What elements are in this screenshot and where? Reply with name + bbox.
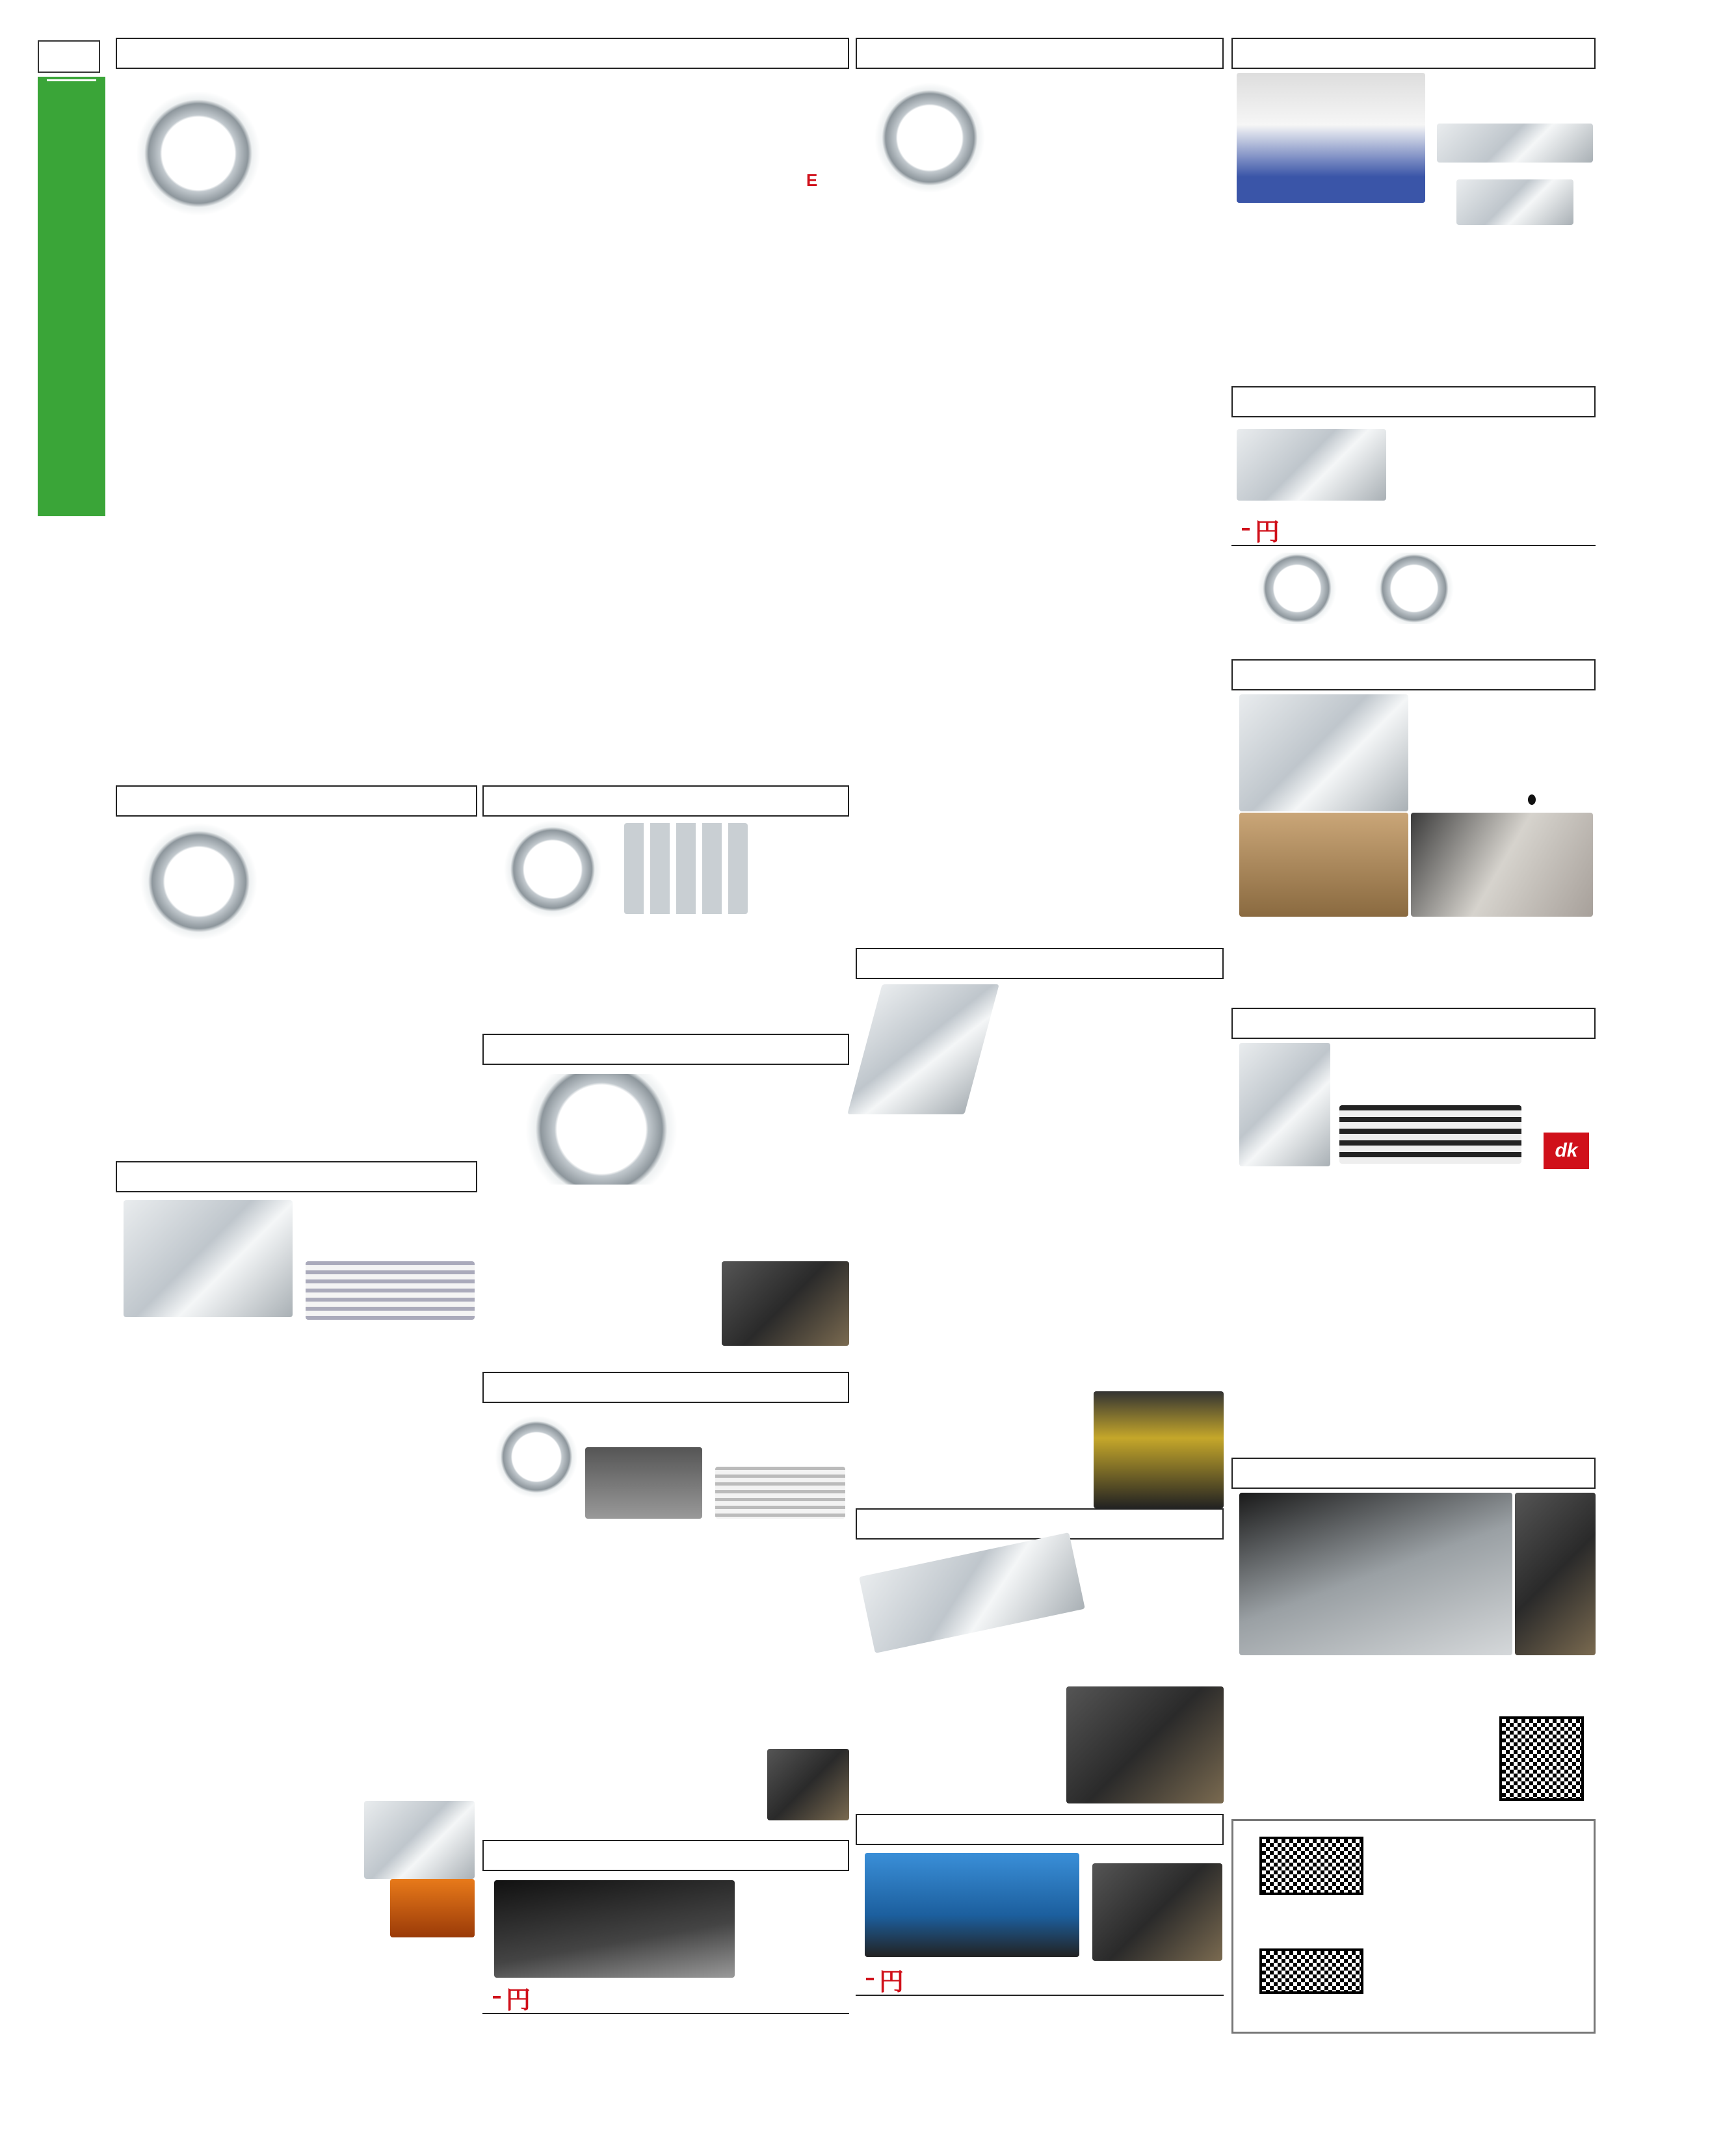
coated-band-photo [1239,1043,1330,1166]
hose-photo [722,1261,849,1346]
band-roll-photo [1239,694,1408,811]
set-image-2 [1359,553,1469,624]
qr-code[interactable] [1499,1716,1584,1801]
band-tool-photo [865,1853,1079,1957]
section-title [856,38,1224,69]
pipe-photo [1094,1391,1224,1508]
section-title [1231,38,1596,69]
section-screw-unit [1231,386,1596,417]
multilok-band-photo [124,1200,293,1317]
punch-tool-2-photo [1239,1493,1512,1655]
qr-sample-2[interactable] [1259,1948,1363,1994]
section-punch-tool-2 [1231,1458,1596,1489]
band-tool-price-bar: 円 [856,1963,1224,1996]
section-jizai-set-1 [116,785,477,817]
joint-fitting-photo [1456,179,1573,225]
punch-tool-1-use-photo [1066,1686,1224,1803]
page-number-box [38,40,100,73]
bundled-pipe-photo [390,1879,475,1937]
balllok-detail-photo [585,1447,702,1519]
fittings-photo [624,823,748,914]
section-punch-tool-1 [856,1508,1224,1540]
set-image-1 [1242,553,1352,624]
section-balllok-tool [482,1840,849,1871]
section-title [116,785,477,817]
section-tbolt [116,38,849,69]
balllok-bundle-photo [715,1467,845,1519]
section-title [482,1372,849,1403]
band-box-photo [1237,73,1425,203]
balllok-photo [488,1408,585,1506]
punch-tool-2-use-photo [1515,1493,1596,1655]
punch-clamp-photo [847,984,999,1114]
section-title [482,785,849,817]
screw-unit-price-bar: 円 [1231,514,1596,546]
section-title [856,1508,1224,1540]
section-title [482,1034,849,1065]
essentra-logo: E [806,170,818,190]
price-label [1242,528,1250,531]
double-clamp-photo [488,1074,715,1185]
section-coated-band [1231,1008,1596,1039]
qr-sample-box [1231,1819,1596,2034]
section-title [856,1814,1224,1845]
price-label [493,1996,501,1999]
price-label [866,1978,874,1980]
clamp-set-2-photo [488,820,618,918]
section-jizai-set-2 [482,785,849,817]
oetiker-logo [1528,794,1536,805]
section-multilok [116,1161,477,1192]
multilok-detail-photo [364,1801,475,1879]
punch-tool-1-photo [859,1532,1085,1653]
section-title [856,948,1224,979]
section-title [116,1161,477,1192]
qr-sample-1[interactable] [1259,1837,1363,1895]
section-jizai-band-1 [1231,38,1596,69]
section-title [482,1840,849,1871]
section-title [1231,659,1596,690]
band-tool-use-photo [1092,1863,1222,1961]
tbolt-clamp-photo [130,75,267,231]
balllok-tool-price-bar: 円 [482,1982,849,2014]
band-box-photo-2 [1239,813,1408,917]
band-strip-photo [1437,124,1593,163]
coated-bands-photo [1339,1105,1521,1164]
section-title [116,38,849,69]
chapter-tab[interactable] [38,77,105,516]
clamp-set-photo [121,823,277,940]
balllok-tool-photo [494,1880,735,1978]
section-title [1231,1458,1596,1489]
section-band-tool [856,1814,1224,1845]
section-jizai-band-2 [1231,659,1596,690]
section-punch-clamp [856,948,1224,979]
vband-clamp-photo [865,73,995,203]
dk-logo: dk [1544,1133,1589,1169]
multilok-bundle-photo [306,1261,475,1320]
section-title [1231,386,1596,417]
screw-unit-photo [1237,429,1386,501]
section-balllok [482,1372,849,1403]
duct-photo [1411,813,1593,917]
chapter-number [47,77,96,81]
section-double-clamp [482,1034,849,1065]
section-title [1231,1008,1596,1039]
section-vband [856,38,1224,69]
balllok-use-photo [767,1749,849,1820]
